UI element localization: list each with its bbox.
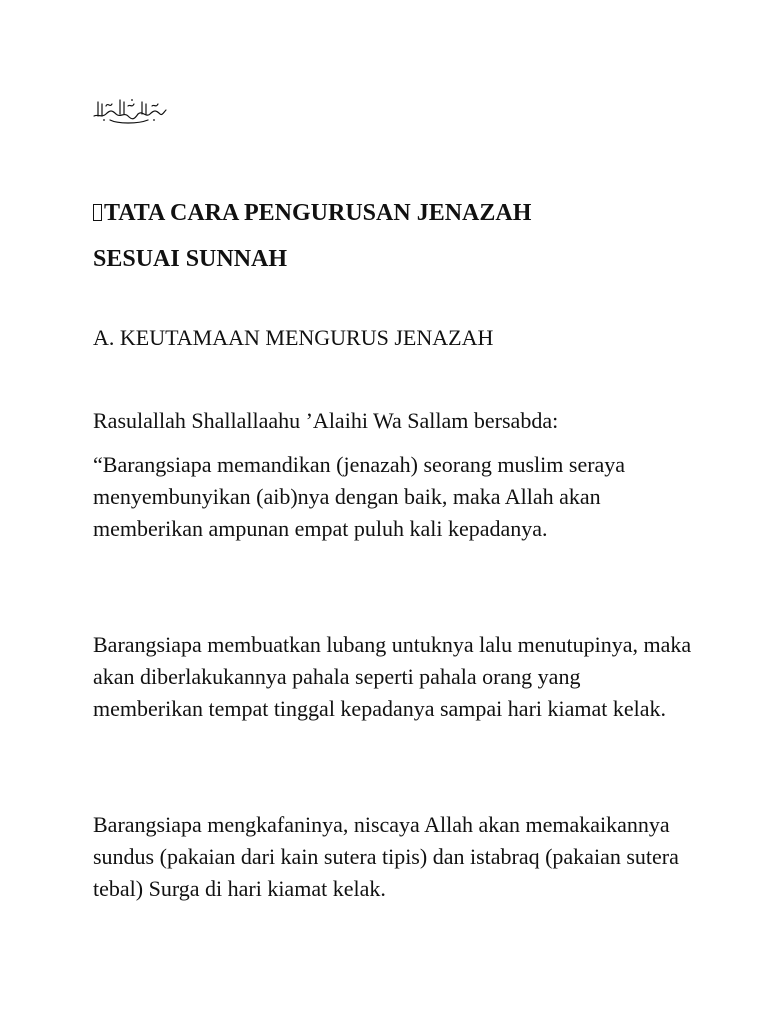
section-a-heading: A. KEUTAMAAN MENGURUS JENAZAH <box>93 325 494 350</box>
basmala-calligraphy-icon <box>92 92 168 126</box>
hadith-paragraph-1: “Barangsiapa memandikan (jenazah) seorang muslim seraya menyembunyikan (aib)nya dengan baik, maka Allah akan memberikan ampunan empat puluh kali kepadanya. <box>93 452 626 541</box>
hadith-intro: Rasulallah Shallallaahu ’Alaihi Wa Sallam bersabda: <box>93 408 559 433</box>
title-line-1: TATA CARA PENGURUSAN JENAZAH <box>104 200 532 226</box>
document-title <box>93 190 693 282</box>
missing-glyph-icon <box>93 204 102 221</box>
hadith-paragraph-3: Barangsiapa mengkafaninya, niscaya Allah akan memakaikannya sundus (pakaian dari kain sutera tipis) dan istabraq (pakaian sutera tebal) Surga di hari kiamat kelak. <box>93 812 679 901</box>
hadith-paragraph-2: Barangsiapa membuatkan lubang untuknya lalu menutupinya, maka akan diberlakukannya pahala seperti pahala orang yang memberikan tempat tinggal kepadanya sampai hari kiamat kelak. <box>93 632 692 721</box>
title-line-2: SESUAI SUNNAH <box>93 246 288 272</box>
